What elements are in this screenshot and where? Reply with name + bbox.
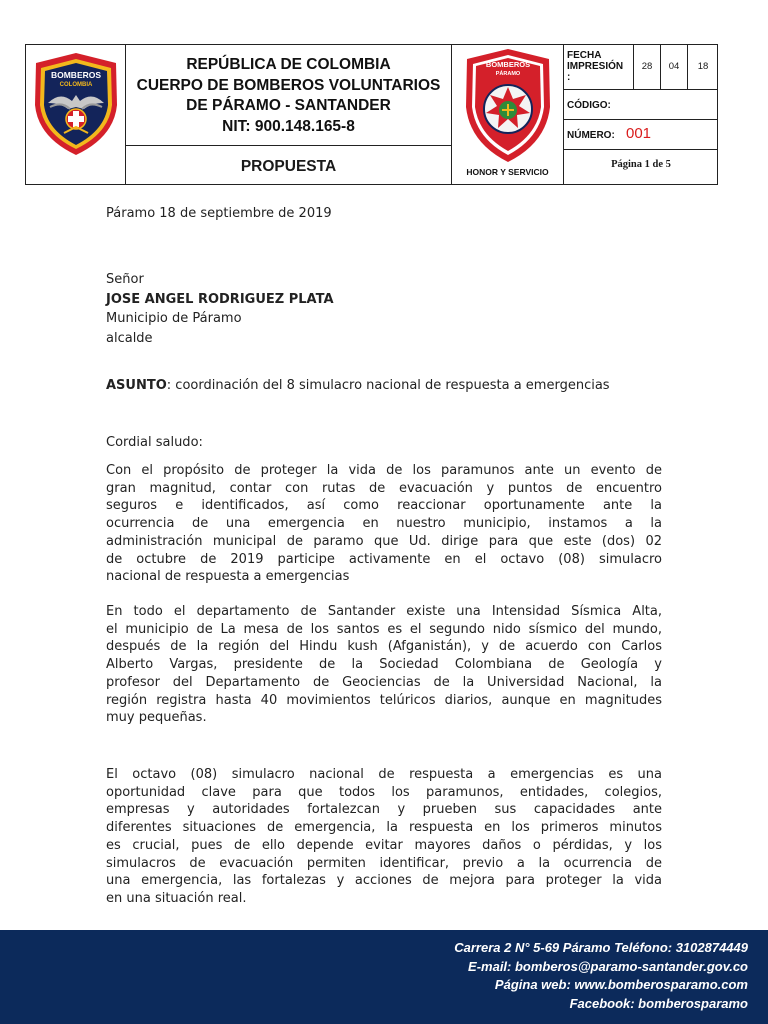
footer-email: E-mail: bomberos@paramo-santander.gov.co — [468, 958, 748, 974]
numero-row — [564, 120, 718, 150]
institution-title — [126, 55, 451, 137]
subject-text: : coordinación del 8 simulacro nacional de respuesta a emergencias — [166, 378, 610, 393]
svg-text:PÁRAMO: PÁRAMO — [495, 71, 521, 77]
footer-facebook: Facebook: bomberosparamo — [569, 995, 748, 1011]
paragraph-1: Con el propósito de proteger la vida de los paramunos ante un evento de gran magnitud, contar con rutas de evacuación y puntos de encuentro seguros e identificados, así como reaccionar oportunamente ante la ocurrencia de una emergencia en nuestro municipio, instamos a la administración municipal de paramo que Ud. dirige para que este (dos) 02 de octubre de 2019 participe activamente en el octavo (08) simulacro nacional de respuesta a emergencias — [106, 463, 662, 585]
title-divider — [126, 145, 451, 146]
contact-footer — [0, 930, 768, 1024]
recipient-block — [106, 270, 662, 348]
fecha-row — [564, 45, 718, 90]
document-header — [25, 44, 718, 185]
letter-date: Páramo 18 de septiembre de 2019 — [106, 206, 332, 221]
codigo-row — [564, 90, 718, 120]
document-control-cell — [564, 45, 718, 184]
fecha-day: 28 — [633, 45, 660, 89]
footer-contact-lines — [454, 939, 748, 1013]
title-line-nit: NIT: 900.148.165-8 — [222, 117, 355, 135]
bomberos-colombia-logo — [26, 45, 126, 184]
recipient-salutation: Señor — [106, 272, 144, 287]
svg-text:BOMBEROS: BOMBEROS — [50, 70, 102, 80]
footer-address: Carrera 2 N° 5-69 Páramo Teléfono: 3102874449 — [454, 940, 748, 955]
motto: HONOR Y SERVICIO — [466, 167, 549, 177]
document-type: PROPUESTA — [240, 158, 337, 175]
title-line-country: REPÚBLICA DE COLOMBIA — [186, 56, 391, 73]
paragraph-3: El octavo (08) simulacro nacional de respuesta a emergencias es una oportunidad clave para que todos los paramunos, entidades, colegios, empresas y autoridades fortalezcan y prueben sus capacidades ante diferentes situaciones de emergencia, la respuesta en los primeros minutos es crucial, pues de ello depende evitar mayores daños o pérdidas, y los simulacros de evacuación permiten identificar, previo a la ocurrencia de una emergencia, las fortalezas y acciones de mejora para proteger la vida en una situación real. — [106, 767, 662, 906]
recipient-org: Municipio de Páramo — [106, 311, 242, 326]
logo-cell-right — [452, 45, 564, 184]
svg-text:BOMBEROS: BOMBEROS — [485, 60, 531, 69]
subject-label: ASUNTO — [106, 378, 167, 393]
footer-website: Página web: www.bomberosparamo.com — [494, 977, 748, 992]
fecha-label: FECHA IMPRESIÓN : — [567, 50, 624, 83]
fecha-month: 04 — [660, 45, 687, 89]
paragraph-2: En todo el departamento de Santander existe una Intensidad Sísmica Alta, el municipio de La mesa de los santos es el segundo nido sísmico del mundo, después de la región del Hindu kush (Afganistán), y de acuerdo con Carlos Alberto Vargas, presidente de la Sociedad Colombiana de Geología y profesor del Departamento de Geociencias de la Universidad Nacional, la región registra hasta 40 movimientos telúricos diarios, aunque en magnitudes muy pequeñas. — [106, 604, 662, 726]
fecha-year: 18 — [687, 45, 718, 89]
title-cell — [126, 45, 452, 184]
greeting: Cordial saludo: — [106, 435, 203, 450]
svg-text:COLOMBIA: COLOMBIA — [59, 82, 93, 88]
bomberos-paramo-logo — [452, 45, 564, 184]
pagina-row — [564, 150, 718, 184]
page-indicator: Página 1 de 5 — [611, 159, 671, 170]
recipient-name: JOSE ANGEL RODRIGUEZ PLATA — [106, 291, 334, 307]
numero-value: 001 — [626, 125, 652, 142]
subject-line — [106, 376, 662, 396]
recipient-role: alcalde — [106, 330, 153, 346]
title-line-corps: CUERPO DE BOMBEROS VOLUNTARIOS — [136, 76, 441, 94]
logo-cell-left — [26, 45, 126, 184]
title-line-place: DE PÁRAMO - SANTANDER — [186, 97, 391, 114]
codigo-label: CÓDIGO: — [567, 100, 611, 111]
numero-label: NÚMERO: — [567, 130, 615, 141]
